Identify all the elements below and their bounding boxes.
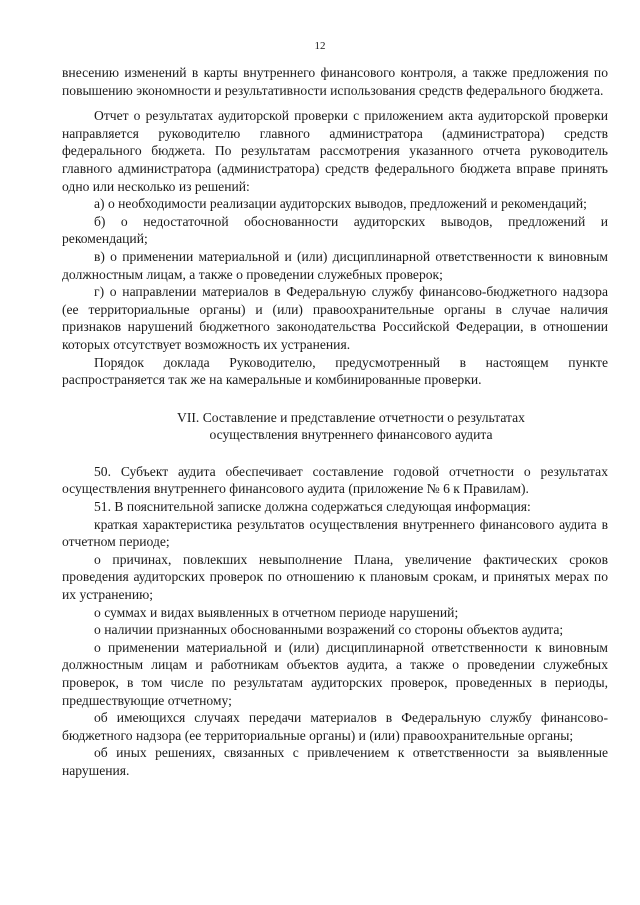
list-item: об иных решениях, связанных с привлечением к ответственности за выявленные нарушения. <box>62 745 608 778</box>
list-item: краткая характеристика результатов осуществления внутреннего финансового аудита в отчетном периоде; <box>62 516 608 550</box>
list-item: о причинах, повлекших невыполнение Плана, увеличение фактических сроков проведения аудиторских проверок по отношению к плановым срокам, и принятых мерах по их устранению; <box>62 551 608 603</box>
paragraph: Отчет о результатах аудиторской проверки с приложением акта аудиторской проверки направляется руководителю главного администратора (администратора) средств федерального бюджета. По результатам рассмотрения указанного отчета руководитель главного администратора (администратора) средств федерального бюджета вправе принять одно или несколько из решений: <box>62 108 608 194</box>
list-item: о применении материальной и (или) дисциплинарной ответственности к виновным должностным лицам и работникам объектов аудита, а также о проведении служебных проверок, в том числе по результатам аудиторских проверок, проведенных в периоды, предшествующие отчетному; <box>62 639 608 708</box>
paragraph: 51. В пояснительной записке должна содержаться следующая информация: <box>94 499 531 515</box>
section-heading <box>62 409 608 444</box>
section-heading-line: VII. Составление и представление отчетности о результатах <box>177 409 525 425</box>
list-item: о суммах и видах выявленных в отчетном периоде нарушений; <box>94 604 459 620</box>
document-body <box>62 64 608 780</box>
page-number: 12 <box>314 40 326 52</box>
paragraph: внесению изменений в карты внутреннего финансового контроля, а также предложения по повышению экономности и результативности использования средств федерального бюджета. <box>62 65 608 98</box>
list-item: а) о необходимости реализации аудиторских выводов, предложений и рекомендаций; <box>94 196 587 212</box>
list-item: г) о направлении материалов в Федеральную службу финансово-бюджетного надзора (ее территориальные органы) и (или) правоохранительные органы в случае наличия признаков нарушений бюджетного законодательства Российской Федерации, в отношении которых отсутствует возможность их устранения. <box>62 284 608 352</box>
list-item: б) о недостаточной обоснованности аудиторских выводов, предложений и рекомендаций; <box>62 213 608 247</box>
list-item: в) о применении материальной и (или) дисциплинарной ответственности к виновным должностным лицам, а также о проведении служебных проверок; <box>62 248 608 282</box>
section-heading-line: осуществления внутреннего финансового аудита <box>209 427 493 443</box>
paragraph: 50. Субъект аудита обеспечивает составление годовой отчетности о результатах осуществления внутреннего финансового аудита (приложение № 6 к Правилам). <box>62 463 608 497</box>
paragraph: Порядок доклада Руководителю, предусмотренный в настоящем пункте распространяется так же на камеральные и комбинированные проверки. <box>62 354 608 388</box>
list-item: об имеющихся случаях передачи материалов в Федеральную службу финансово-бюджетного надзора (ее территориальные органы) и (или) правоохранительные органы; <box>62 710 608 743</box>
list-item: о наличии признанных обоснованными возражений со стороны объектов аудита; <box>94 622 564 638</box>
